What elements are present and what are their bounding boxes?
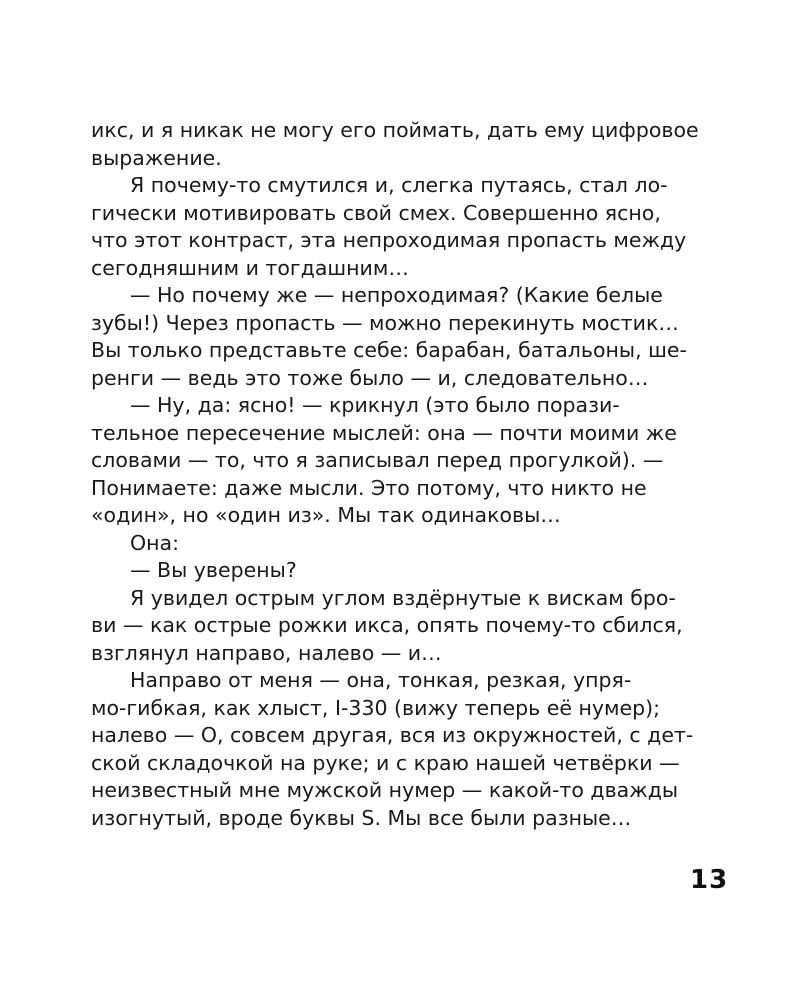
text-line: Я увидел острым углом вздёрнутые к вискам бро-	[130, 585, 676, 610]
text-line: изогнутый, вроде буквы S. Мы все были разные…	[91, 805, 632, 830]
page-number: 13	[690, 865, 729, 895]
text-line: ви — как острые рожки икса, опять почему-то сбился,	[91, 613, 683, 637]
text-line: что этот контраст, эта непроходимая пропасть между	[91, 228, 687, 252]
text-line: мо-гибкая, как хлыст, I-330 (вижу теперь её нумер);	[91, 695, 661, 720]
text-line: Она:	[130, 530, 180, 555]
text-line: выражение.	[91, 145, 222, 170]
text-line: икс, и я никак не могу его поймать, дать ему цифровое	[91, 118, 699, 142]
text-line: Вы только представьте себе: барабан, батальоны, ше-	[91, 338, 687, 362]
text-line: гически мотивировать свой смех. Совершенно ясно,	[91, 200, 661, 225]
text-line: сегодняшним и тогдашним…	[91, 255, 409, 280]
text-line: Я почему-то смутился и, слегка путаясь, стал ло-	[130, 173, 668, 197]
text-line: зубы!) Через пропасть — можно перекинуть мостик…	[91, 310, 679, 335]
text-line: — Вы уверены?	[130, 558, 297, 582]
text-line: Понимаете: даже мысли. Это потому, что никто не	[91, 475, 647, 500]
text-line: ренги — ведь это тоже было — и, следовательно…	[91, 365, 649, 390]
text-line: — Но почему же — непроходимая? (Какие белые	[130, 283, 663, 307]
text-line: — Ну, да: ясно! — крикнул (это было порази-	[130, 393, 620, 417]
body-text	[91, 117, 699, 832]
text-line: налево — О, совсем другая, вся из окружностей, с дет-	[91, 723, 694, 747]
text-line: ской складочкой на руке; и с краю нашей четвёрки —	[91, 750, 680, 775]
text-line: неизвестный мне мужской нумер — какой-то дважды	[91, 778, 679, 802]
text-line: тельное пересечение мыслей: она — почти моими же	[91, 420, 677, 445]
text-line: взглянул направо, налево — и…	[91, 640, 442, 665]
text-line: Направо от меня — она, тонкая, резкая, упря-	[130, 668, 632, 692]
text-line: словами — то, что я записывал перед прогулкой). —	[91, 448, 664, 472]
text-line: «один», но «один из». Мы так одинаковы…	[91, 503, 561, 527]
